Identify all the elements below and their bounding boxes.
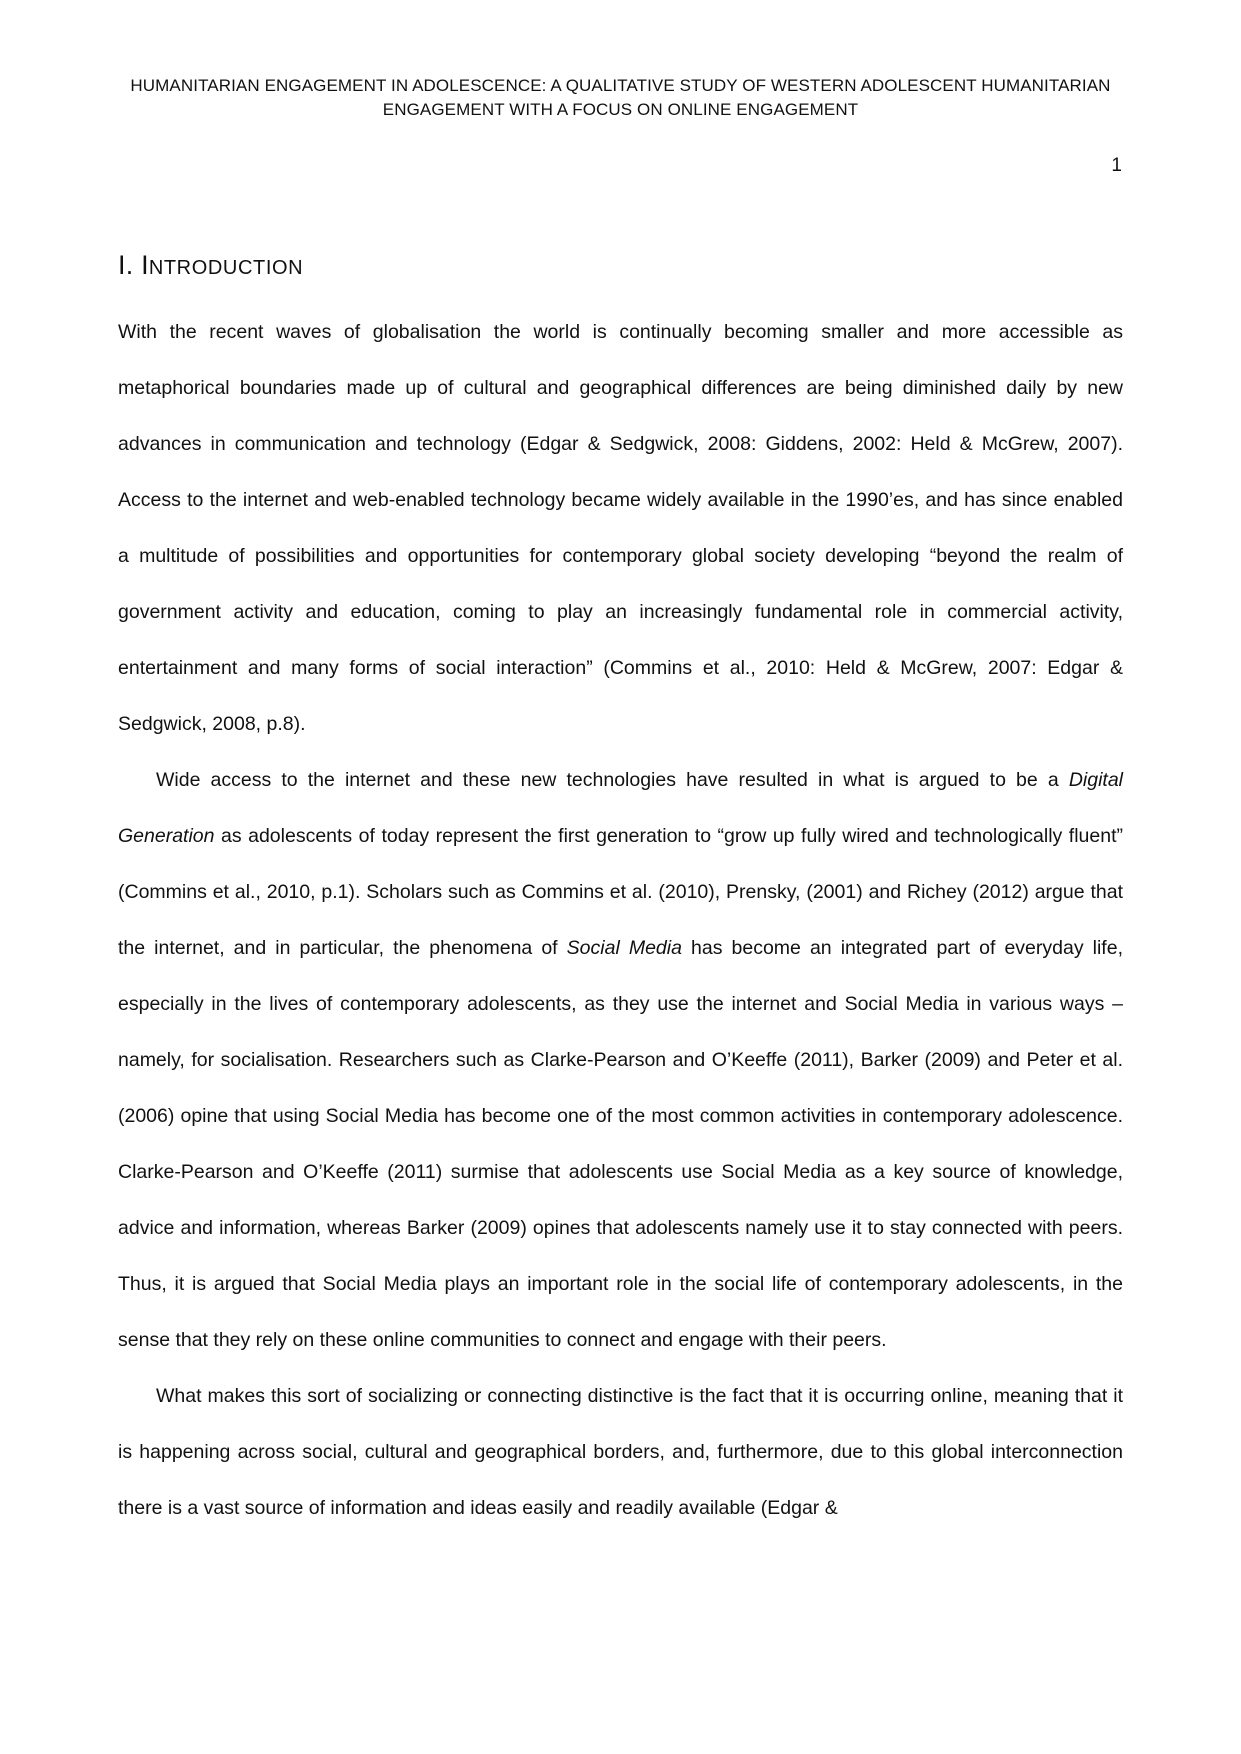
running-head: HUMANITARIAN ENGAGEMENT IN ADOLESCENCE: A QUALITATIVE STUDY OF WESTERN ADOLESCENT HUMANITARIAN ENGAGEMENT WITH A FOCUS ON ONLINE ENGAGEMENT (130, 76, 1111, 119)
section-heading (118, 248, 303, 285)
paragraph-2 (118, 752, 1123, 1368)
paragraph-2-part-b: as adolescents of today represent the first generation to “grow up fully wired and technologically fluent” (Commins et al., 2010, p.1). Scholars such as Commins et al. (2010), Prensky, (2001) and Richey (2012) argue that the internet, and in particular, the phenomena of (118, 825, 1123, 959)
paragraph-3: What makes this sort of socializing or connecting distinctive is the fact that it is occurring online, meaning that it is happening across social, cultural and geographical borders, and, furthermore, due to this global interconnection there is a vast source of information and ideas easily and readily available (Edgar & (118, 1385, 1123, 1519)
emphasis-social-media: Social Media (566, 937, 682, 959)
paragraph-2-part-c: has become an integrated part of everyday life, especially in the lives of contemporary adolescents, as they use the internet and Social Media in various ways – namely, for socialisation. Researchers such as Clarke-Pearson and O’Keeffe (2011), Barker (2009) and Peter et al. (2006) opine that using Social Media has become one of the most common activities in contemporary adolescence. Clarke-Pearson and O’Keeffe (2011) surmise that adolescents use Social Media as a key source of knowledge, advice and information, whereas Barker (2009) opines that adolescents namely use it to stay connected with peers. Thus, it is argued that Social Media plays an important role in the social life of contemporary adolescents, in the sense that they rely on these online communities to connect and engage with their peers. (118, 937, 1123, 1351)
paragraph-2-part-a: Wide access to the internet and these new technologies have resulted in what is argued to be a (156, 769, 1069, 791)
section-heading-rest: NTRODUCTION (148, 257, 304, 279)
paragraph-1: With the recent waves of globalisation the world is continually becoming smaller and more accessible as metaphorical boundaries made up of cultural and geographical differences are being diminished daily by new advances in communication and technology (Edgar & Sedgwick, 2008: Giddens, 2002: Held & McGrew, 2007). Access to the internet and web-enabled technology became widely available in the 1990’es, and has since enabled a multitude of possibilities and opportunities for contemporary global society developing “beyond the realm of government activity and education, coming to play an increasingly fundamental role in commercial activity, entertainment and many forms of social interaction” (Commins et al., 2010: Held & McGrew, 2007: Edgar & Sedgwick, 2008, p.8). (118, 321, 1123, 735)
page-number: 1 (1111, 155, 1122, 176)
body-text (118, 304, 1123, 1536)
emphasis-digital-generation: Digital Generation (118, 769, 1123, 847)
section-heading-initial: I. I (118, 250, 149, 280)
